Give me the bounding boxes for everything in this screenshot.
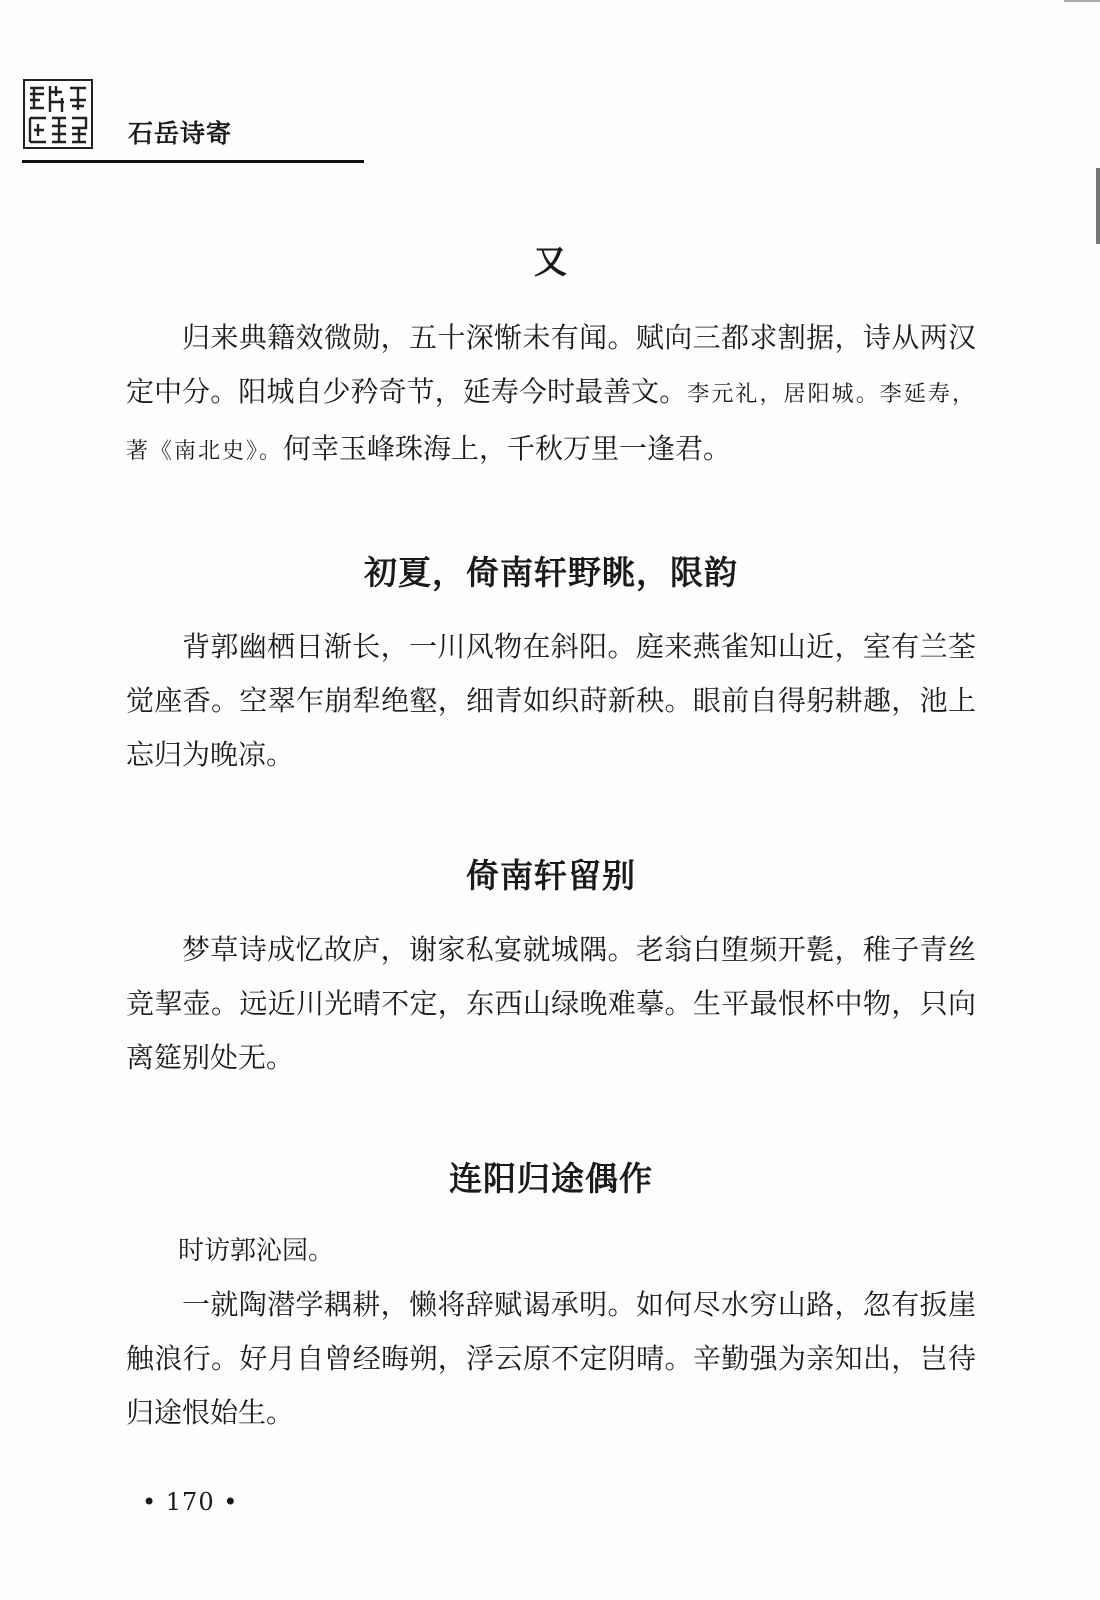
poem-title: 初夏，倚南轩野眺，限韵	[364, 553, 738, 592]
page-body	[126, 236, 976, 1440]
poem-title: 倚南轩留别	[466, 856, 636, 895]
poem-text: 一就陶潜学耦耕，懒将辞赋谒承明。如何尽水穷山路，忽有扳崖触浪行。好月自曾经晦朔，浮云原不定阴晴。辛勤强为亲知出，岂待归途恨始生。	[126, 1288, 976, 1429]
scan-edge-mark	[1096, 168, 1100, 244]
annotation-note: 李元礼，居阳城。李延寿，著《南北史》。	[126, 382, 976, 464]
poem-title: 连阳归途偶作	[449, 1159, 653, 1198]
poem-text: 背郭幽栖日渐长，一川风物在斜阳。庭来燕雀知山近，室有兰荃觉座香。空翠乍崩犁绝壑，细青如织莳新秧。眼前自得躬耕趣，池上忘归为晚凉。	[126, 630, 976, 771]
poem-title: 又	[534, 242, 568, 281]
running-header-title: 石岳诗寄	[128, 119, 233, 148]
poem-text-part: 何幸玉峰珠海上，千秋万里一逢君。	[283, 432, 732, 465]
poem-text	[126, 311, 976, 479]
poem-text: 梦草诗成忆故庐，谢家私宴就城隅。老翁白堕频开甏，稚子青丝竞挈壶。远近川光晴不定，东西山绿晚难摹。生平最恨杯中物，只向离筵别处无。	[126, 933, 976, 1074]
header-rule	[22, 160, 364, 163]
poem-preface: 时访郭沁园。	[178, 1236, 335, 1266]
poem-text-part: 归来典籍效微勋，五十深惭未有闻。赋向三都求割据，诗从两汉定中分。阳城自少矜奇节，延寿今时最善文。	[126, 321, 976, 408]
scan-corner-mark	[1064, 0, 1100, 2]
page-number: • 170 •	[142, 1488, 239, 1516]
seal-logo	[22, 78, 94, 150]
